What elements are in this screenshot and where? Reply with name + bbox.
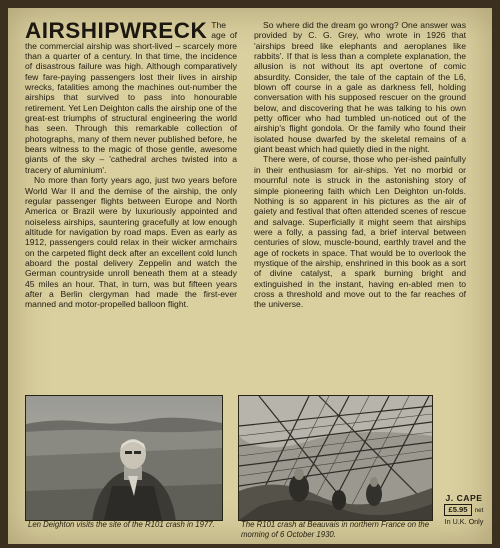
price-net-label: net (474, 507, 484, 514)
deighton-photo-image (26, 396, 222, 520)
left-text-column (25, 20, 237, 310)
r101-crash-photo (238, 395, 433, 521)
intro-paragraph: The age of the commercial airship was short-lived – scarcely more than a quarter of a century. In that time, the incidence of disastrous failure was high. Although comparatively few fare-paying passengers lost their lives in airship wrecks, fatalities among the machines out-number the airships that survived to pass into honourable retirement. Yet Len Deighton calls the airship one of the great-est triumphs of structural engineering the world has seen. Through this remarkable collection of photographs, many of them never published before, he bears witness to the magic of those gentle, awesome giants of the sky – 'cathedral arches twisted into a tracery of aluminium'. (25, 20, 237, 175)
price-region: In U.K. Only (444, 517, 484, 526)
book-jacket-flap (8, 8, 492, 544)
price-box (441, 493, 487, 527)
price-value: £5.95 (444, 504, 471, 516)
deighton-photo-caption: Len Deighton visits the site of the R101 crash in 1977. (28, 520, 215, 529)
history-paragraph: No more than forty years ago, just two years before World War II and the demise of the airship, the only regular passenger flights between Europe and North America or Brazil were by luxuriously appointed and noiseless airships, sauntering gracefully at low enough altitude for navigation by road maps. Even as early as 1912, passengers could relax in their wicker armchairs on the carpeted flight deck after an excellent cold lunch aboard the postal delivery Zeppelin and watch the German countryside unroll beneath them at a steady 45 miles an hour. That, in turn, was but fifteen years after a Berlin clergyman had made the first-ever manned and motor-propelled balloon flight. (25, 175, 237, 310)
r101-photo-caption: The R101 crash at Beauvais in northern France on the morning of 6 October 1930. (241, 520, 430, 539)
deighton-photo (25, 395, 223, 521)
r101-crash-photo-image (239, 396, 432, 520)
right-text-column (254, 20, 466, 310)
publisher-name: J. CAPE (445, 493, 483, 503)
dream-paragraph: So where did the dream go wrong? One answer was provided by C. G. Grey, who wrote in 1926 that 'airships breed like elephants and aeroplanes like rabbits'. If that is less than a complete explanation, the allusion is not without its apt overtone of comic absurdity. Consider, the tale of the captain of the L6, blown off course in a gale as darkness fell, holding conversation with his supposed rescuer on the ground below, and discovering that he was talking to his own petty officer who had tumbled un-noticed out of the airship's flight gondola. Or the family who found their isolated house dwarfed by the skeletal remains of a giant beast which had quietly died in the night. (254, 20, 466, 155)
headline: AIRSHIPWRECK (25, 18, 208, 43)
mystique-paragraph: There were, of course, those who per-ished painfully in their enthusiasm for air-ships. Yet no morbid or mournful note is struck in the astonishing story of simple pioneering faith which Len Deighton un-folds. Nothing is so apparent in his pictures as the air of gaiety and festival that often attended scenes of rescue and salvage. Superficially it might seem that airships were a folly, a passing fad, a brief interval between centuries of slow, muscle-bound, earthly travel and the age of rockets in space. That would be to overlook the mystique of the airship, enshrined in this book as a sort of divine catalyst, a spark burning bright and extinguished in the instant, having en-abled men to cross a threshold and move out to the far reaches of the universe. (254, 154, 466, 310)
